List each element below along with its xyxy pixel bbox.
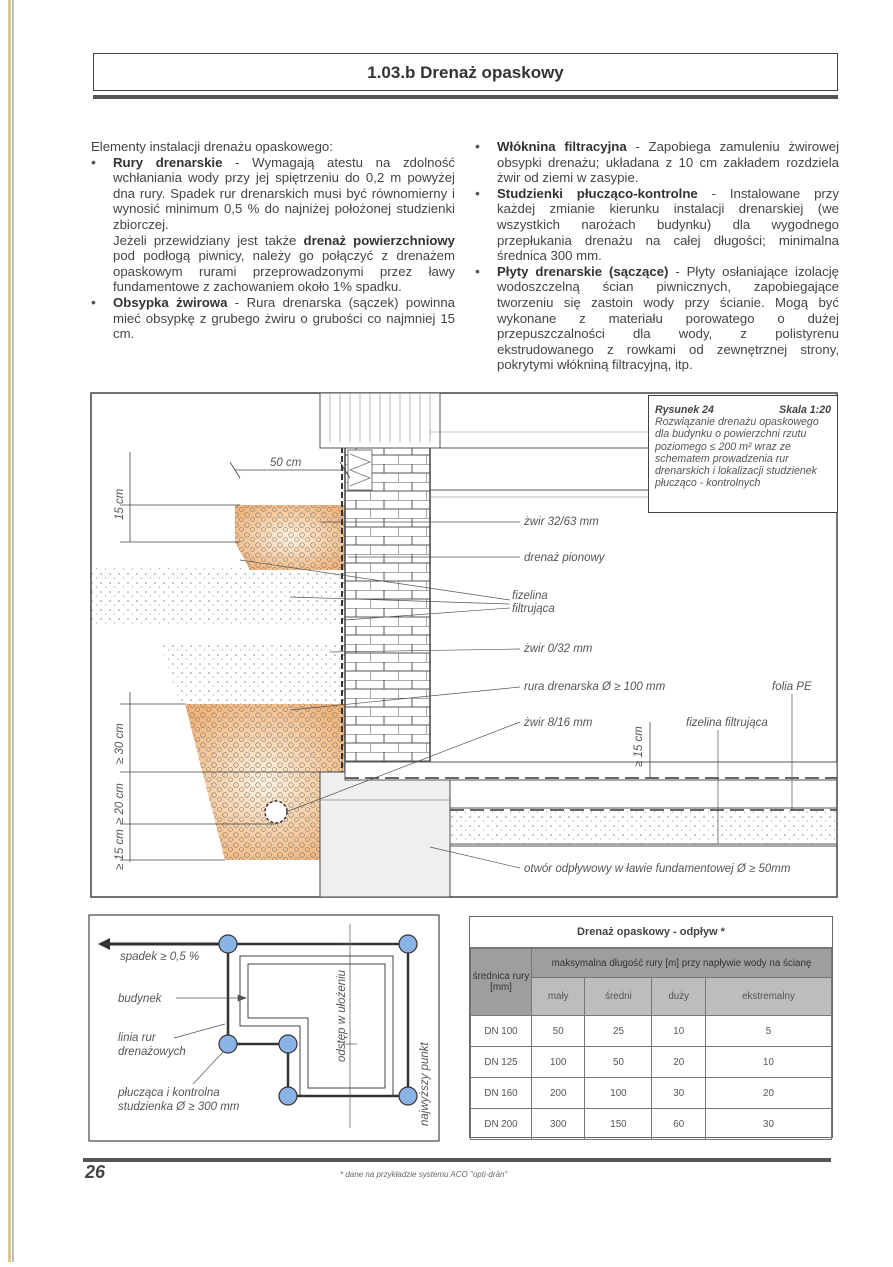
label-gravel-8: żwir 8/16 mm — [524, 717, 593, 729]
bullet-wloknina — [475, 139, 839, 186]
plan-drain-line-label-1: linia rur — [118, 1032, 156, 1044]
binding-strip-graphic — [8, 0, 22, 1262]
plan-spacing-label: odstęp w ułożeniu — [336, 969, 348, 1062]
label-pe-foil: folia PE — [772, 681, 812, 693]
manhole-circle — [219, 1035, 237, 1053]
table-cell: 5 — [705, 1016, 831, 1047]
table-cell: 30 — [652, 1078, 706, 1109]
manhole-circle — [279, 1035, 297, 1053]
table-cell: 300 — [532, 1109, 585, 1140]
table-cell: 10 — [705, 1047, 831, 1078]
table-header-row — [471, 949, 832, 978]
dim-15cm-top: 15 cm — [114, 488, 126, 520]
table-cell: 50 — [532, 1016, 585, 1047]
plan-slope-label: spadek ≥ 0,5 % — [120, 951, 200, 963]
bullet-plyty-head: Płyty drenarskie (sączące) — [497, 263, 669, 279]
bullet-plyty-text: - Płyty osłaniające izolację wodoszczelną ścian piwnicznych, zapobiegające tworzeniu się zastoin wody przy ścianie. Mogą być wykonane z materiału porowatego o dużej przepuszczalności dla wody, z polistyrenu ekstrudowanego z rowkami od zewnętrznej strony, pokrytymi włókniną filtracyjną, itp. — [497, 263, 839, 373]
table-subheader: duży — [652, 978, 706, 1016]
binding-strip — [8, 0, 22, 1262]
title-box — [93, 53, 838, 91]
plan-drain-line-label-2: drenażowych — [118, 1046, 186, 1058]
dim-15cm-slab: ≥ 15 cm — [633, 726, 645, 767]
table-header-length: maksymalna długość rury [m] przy napływie wody na ścianę — [532, 949, 832, 978]
table-cell: DN 125 — [471, 1047, 532, 1078]
table-subheader: ekstremalny — [705, 978, 831, 1016]
label-filter-fleece: fizelina filtrująca — [686, 717, 768, 729]
table-title: Drenaż opaskowy - odpływ * — [470, 917, 832, 948]
manhole-circle — [399, 1087, 417, 1105]
table-cell: 200 — [532, 1078, 585, 1109]
label-filtrujaca: filtrująca — [512, 603, 555, 615]
manhole-circle — [219, 935, 237, 953]
bullet-rury-p2-b: pod podłogą piwnicy, należy go połączyć z drenażem opaskowym rurami przeprowadzonymi przez ławy fundamentowe z zachowaniem około 1% spadku. — [113, 248, 455, 295]
bullet-obsypka-head: Obsypka żwirowa — [113, 294, 228, 310]
figure-caption — [648, 395, 838, 513]
bullet-studzienki — [475, 186, 839, 264]
table-row — [471, 1016, 832, 1047]
table-cell: 20 — [705, 1078, 831, 1109]
table-cell: 100 — [585, 1078, 652, 1109]
bullet-rury-text: - Wymagają atestu na zdolność wchłaniania wody przy jej spiętrzeniu do 0,2 m powyżej dna rury. Spadek rur drenarskich musi być równomierny i wynosić minimum 0,5 % do najniżej położonej studzienki zbiorczej. — [113, 154, 456, 232]
bullet-studzienki-text: - Instalowane przy każdej zmianie kierunku instalacji drenarskiej (we wszystkich narożach budynku) dla wygodnego przepłukania drenażu na całej długości; minimalna średnica 300 mm. — [497, 185, 839, 264]
foundation-footing — [320, 772, 450, 897]
bullet-wloknina-text: - Zapobiega zamuleniu żwirowej obsypki drenażu; układana z 10 cm zakładem rozdziela żwir od ziemi w zasypie. — [497, 139, 839, 186]
bullet-wloknina-head: Włóknina filtracyjna — [497, 139, 627, 154]
table-row — [471, 1078, 832, 1109]
plan-schematic — [88, 914, 440, 1142]
right-text-column — [475, 139, 839, 373]
label-fizelina: fizelina — [512, 590, 548, 602]
table-row — [471, 1047, 832, 1078]
gravel-32-63 — [235, 505, 345, 570]
table-cell: 25 — [585, 1016, 652, 1047]
intro-text: Elementy instalacji drenażu opaskowego: — [91, 139, 333, 154]
bullet-rury — [91, 155, 455, 233]
bullet-studzienki-head: Studzienki płucząco-kontrolne — [497, 185, 698, 201]
bullet-rury-head: Rury drenarskie — [113, 154, 223, 170]
bullet-rury-p2 — [91, 233, 455, 295]
footnote: * dane na przykładzie systemu ACO "opti-drän" — [340, 1170, 508, 1179]
drainage-table — [470, 948, 832, 1140]
plan-manhole-label-2: studzienka Ø ≥ 300 mm — [118, 1101, 240, 1113]
table-cell: 50 — [585, 1047, 652, 1078]
caption-scale: Skala 1:20 — [779, 404, 831, 416]
bullet-obsypka — [91, 295, 455, 342]
table-cell: 100 — [532, 1047, 585, 1078]
caption-text: Rozwiązanie drenażu opaskowego dla budynku o powierzchni rzutu poziomego ≤ 200 m² wraz ze schematem prowadzenia rur drenarskich i lokalizacji studzienek płucząco - kontrolnych — [655, 416, 819, 490]
table-cell: DN 100 — [471, 1016, 532, 1047]
bullet-obsypka-text: - Rura drenarska (sączek) powinna mieć obsypkę z grubego żwiru o grubości co najmniej 15 cm. — [113, 294, 455, 342]
page-number: 26 — [85, 1162, 106, 1182]
dim-30cm: ≥ 30 cm — [114, 723, 126, 764]
plan-highest-point-label: najwyższy punkt — [419, 1042, 431, 1126]
drainage-table-box — [469, 916, 833, 1138]
dim-50cm: 50 cm — [270, 457, 302, 469]
soil-fill-upper — [91, 568, 345, 624]
table-cell: 150 — [585, 1109, 652, 1140]
table-header-diameter: średnica rury [mm] — [471, 949, 532, 1016]
footer-rule — [83, 1158, 831, 1162]
bullet-rury-p2-a: Jeżeli przewidziany jest także — [113, 232, 304, 248]
table-cell: 60 — [652, 1109, 706, 1140]
manhole-circle — [279, 1087, 297, 1105]
table-row — [471, 1109, 832, 1140]
dim-20cm: ≥ 20 cm — [114, 783, 126, 824]
label-drain-pipe: rura drenarska Ø ≥ 100 mm — [524, 681, 666, 693]
label-gravel-0: żwir 0/32 mm — [524, 643, 593, 655]
left-text-column — [91, 139, 455, 342]
table-cell: 30 — [705, 1109, 831, 1140]
table-cell: DN 160 — [471, 1078, 532, 1109]
title-rule — [93, 95, 838, 99]
page-title: 1.03.b Drenaż opaskowy — [367, 63, 564, 82]
manhole-circle — [399, 935, 417, 953]
caption-header — [655, 404, 831, 416]
table-cell: 20 — [652, 1047, 706, 1078]
dim-15cm-bottom: ≥ 15 cm — [114, 829, 126, 870]
label-vertical-drain: drenaż pionowy — [524, 552, 605, 564]
bullet-rury-p2-bold: drenaż powierzchniowy — [303, 232, 455, 248]
plan-building-label: budynek — [118, 993, 162, 1005]
table-subheader: średni — [585, 978, 652, 1016]
plan-manhole-label-1: płucząca i kontrolna — [118, 1087, 220, 1099]
caption-label: Rysunek 24 — [655, 404, 714, 416]
table-cell: 10 — [652, 1016, 706, 1047]
table-subheader: mały — [532, 978, 585, 1016]
label-gravel-32: żwir 32/63 mm — [524, 516, 599, 528]
label-outlet-hole: otwór odpływowy w ławie fundamentowej Ø ≥ 50mm — [524, 863, 791, 875]
drainage-pipe — [265, 801, 287, 823]
table-cell: DN 200 — [471, 1109, 532, 1140]
basement-wall — [342, 447, 430, 772]
bullet-plyty — [475, 264, 839, 373]
soil-fill-lower — [160, 642, 345, 704]
